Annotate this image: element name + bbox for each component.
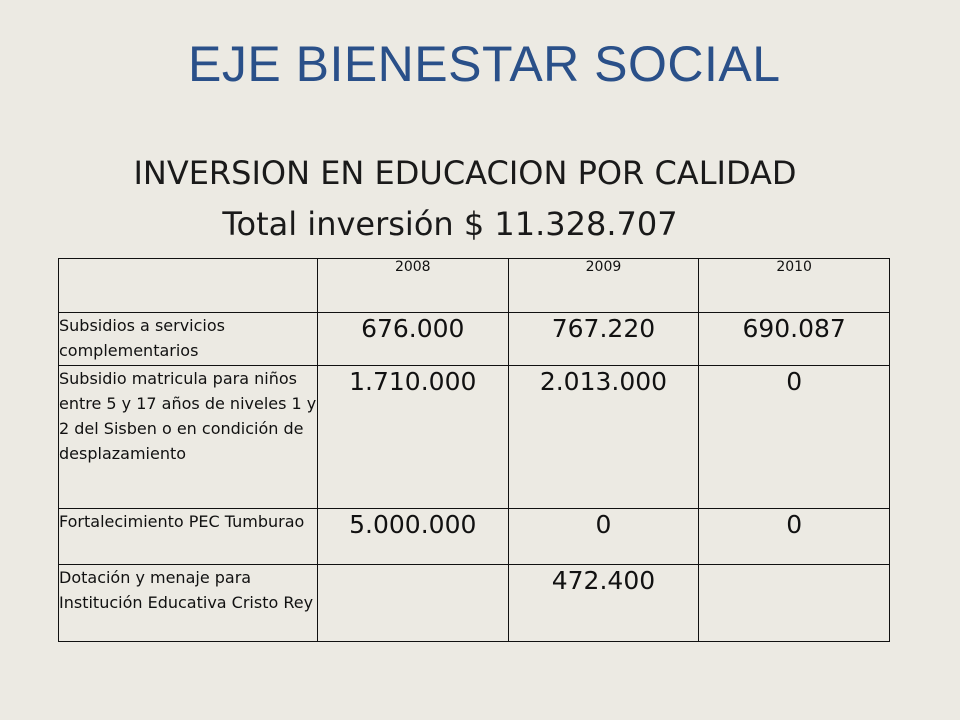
year-header-2009: 2009 bbox=[508, 259, 699, 313]
table-row bbox=[59, 565, 890, 642]
table-row bbox=[59, 313, 890, 366]
year-header-2008: 2008 bbox=[317, 259, 508, 313]
row-label: Subsidios a servicios complementarios bbox=[59, 313, 318, 366]
table-row bbox=[59, 366, 890, 509]
value-cell: 0 bbox=[699, 366, 890, 509]
value-cell: 5.000.000 bbox=[317, 509, 508, 565]
value-cell: 0 bbox=[508, 509, 699, 565]
table-header-row bbox=[59, 259, 890, 313]
header-empty-cell bbox=[59, 259, 318, 313]
value-cell: 1.710.000 bbox=[317, 366, 508, 509]
value-cell bbox=[317, 565, 508, 642]
row-label: Dotación y menaje para Institución Educativa Cristo Rey bbox=[59, 565, 318, 642]
slide-title: EJE BIENESTAR SOCIAL bbox=[188, 36, 781, 92]
value-cell: 690.087 bbox=[699, 313, 890, 366]
total-investment: Total inversión $ 11.328.707 bbox=[222, 205, 678, 243]
value-cell: 472.400 bbox=[508, 565, 699, 642]
investment-table bbox=[58, 258, 890, 642]
value-cell: 0 bbox=[699, 509, 890, 565]
year-header-2010: 2010 bbox=[699, 259, 890, 313]
value-cell: 767.220 bbox=[508, 313, 699, 366]
section-heading: INVERSION EN EDUCACION POR CALIDAD bbox=[133, 154, 797, 192]
row-label: Fortalecimiento PEC Tumburao bbox=[59, 509, 318, 565]
table-row bbox=[59, 509, 890, 565]
value-cell: 2.013.000 bbox=[508, 366, 699, 509]
value-cell: 676.000 bbox=[317, 313, 508, 366]
row-label: Subsidio matricula para niños entre 5 y 17 años de niveles 1 y 2 del Sisben o en condición de desplazamiento bbox=[59, 366, 318, 509]
value-cell bbox=[699, 565, 890, 642]
